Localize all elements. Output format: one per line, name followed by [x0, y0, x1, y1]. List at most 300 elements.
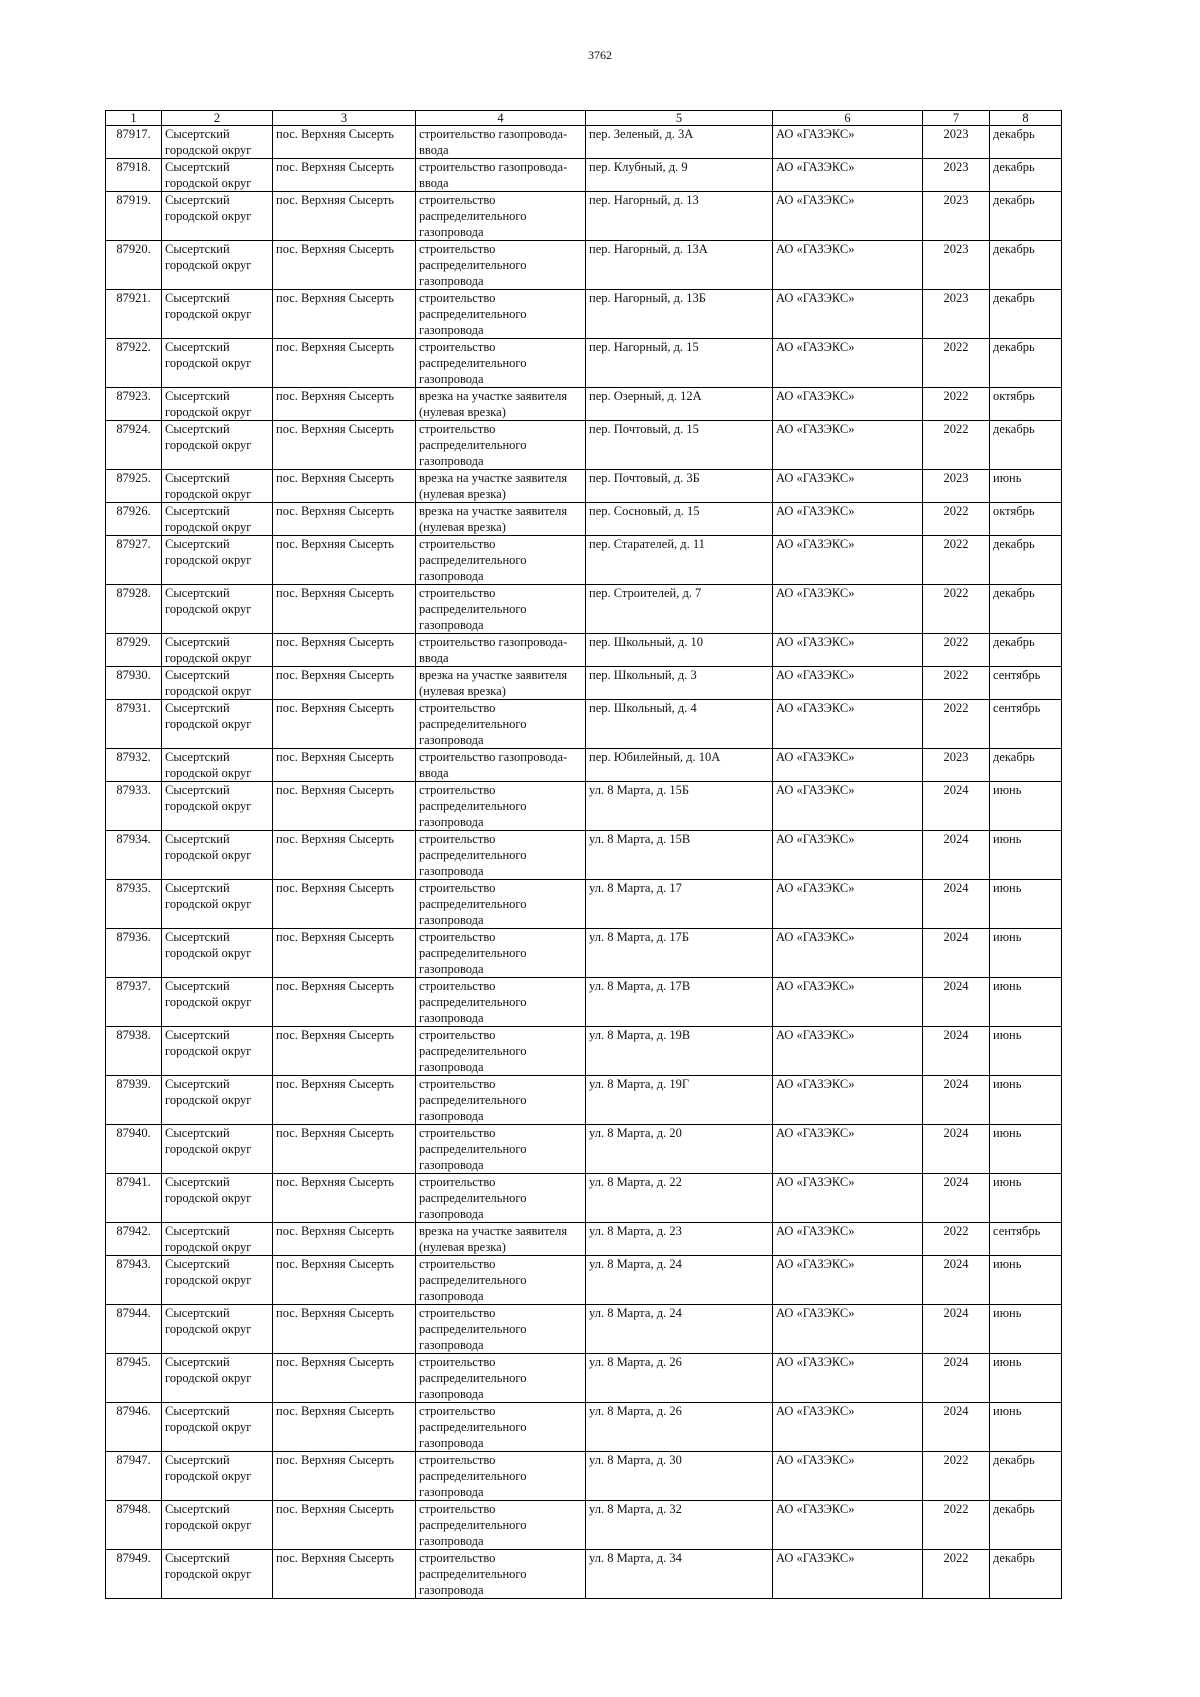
year-cell: 2022 [923, 339, 990, 388]
year-cell: 2024 [923, 782, 990, 831]
address-cell: пер. Школьный, д. 10 [586, 634, 773, 667]
settlement-cell: пос. Верхняя Сысерть [273, 1125, 416, 1174]
row-number: 87932. [106, 749, 162, 782]
month-cell: июнь [990, 470, 1062, 503]
work-type-cell: строительство распределительного газопровода [416, 1027, 586, 1076]
row-number: 87925. [106, 470, 162, 503]
year-cell: 2024 [923, 831, 990, 880]
address-cell: ул. 8 Марта, д. 19В [586, 1027, 773, 1076]
address-cell: пер. Школьный, д. 3 [586, 667, 773, 700]
settlement-cell: пос. Верхняя Сысерть [273, 1305, 416, 1354]
settlement-cell: пос. Верхняя Сысерть [273, 159, 416, 192]
year-cell: 2023 [923, 159, 990, 192]
address-cell: ул. 8 Марта, д. 23 [586, 1223, 773, 1256]
district-cell: Сысертский городской округ [162, 667, 273, 700]
settlement-cell: пос. Верхняя Сысерть [273, 503, 416, 536]
organization-cell: АО «ГАЗЭКС» [773, 585, 923, 634]
address-cell: ул. 8 Марта, д. 26 [586, 1403, 773, 1452]
year-cell: 2023 [923, 241, 990, 290]
year-cell: 2022 [923, 634, 990, 667]
year-cell: 2022 [923, 1223, 990, 1256]
settlement-cell: пос. Верхняя Сысерть [273, 1076, 416, 1125]
district-cell: Сысертский городской округ [162, 1174, 273, 1223]
year-cell: 2023 [923, 192, 990, 241]
settlement-cell: пос. Верхняя Сысерть [273, 290, 416, 339]
month-cell: декабрь [990, 290, 1062, 339]
settlement-cell: пос. Верхняя Сысерть [273, 241, 416, 290]
settlement-cell: пос. Верхняя Сысерть [273, 782, 416, 831]
row-number: 87922. [106, 339, 162, 388]
address-cell: пер. Сосновый, д. 15 [586, 503, 773, 536]
organization-cell: АО «ГАЗЭКС» [773, 1501, 923, 1550]
work-type-cell: строительство распределительного газопровода [416, 1076, 586, 1125]
month-cell: декабрь [990, 634, 1062, 667]
month-cell: июнь [990, 831, 1062, 880]
organization-cell: АО «ГАЗЭКС» [773, 1174, 923, 1223]
row-number: 87936. [106, 929, 162, 978]
district-cell: Сысертский городской округ [162, 470, 273, 503]
address-cell: пер. Нагорный, д. 13Б [586, 290, 773, 339]
column-header: 3 [273, 111, 416, 126]
organization-cell: АО «ГАЗЭКС» [773, 1256, 923, 1305]
table-row [106, 1027, 1062, 1076]
month-cell: октябрь [990, 388, 1062, 421]
organization-cell: АО «ГАЗЭКС» [773, 1452, 923, 1501]
organization-cell: АО «ГАЗЭКС» [773, 634, 923, 667]
row-number: 87924. [106, 421, 162, 470]
year-cell: 2024 [923, 929, 990, 978]
address-cell: пер. Нагорный, д. 15 [586, 339, 773, 388]
settlement-cell: пос. Верхняя Сысерть [273, 1256, 416, 1305]
district-cell: Сысертский городской округ [162, 700, 273, 749]
address-cell: ул. 8 Марта, д. 17В [586, 978, 773, 1027]
organization-cell: АО «ГАЗЭКС» [773, 1550, 923, 1599]
district-cell: Сысертский городской округ [162, 1305, 273, 1354]
work-type-cell: врезка на участке заявителя (нулевая врезка) [416, 470, 586, 503]
year-cell: 2024 [923, 1076, 990, 1125]
settlement-cell: пос. Верхняя Сысерть [273, 1027, 416, 1076]
organization-cell: АО «ГАЗЭКС» [773, 470, 923, 503]
address-cell: ул. 8 Марта, д. 19Г [586, 1076, 773, 1125]
address-cell: ул. 8 Марта, д. 17 [586, 880, 773, 929]
address-cell: ул. 8 Марта, д. 17Б [586, 929, 773, 978]
table-row [106, 126, 1062, 159]
address-cell: пер. Почтовый, д. 3Б [586, 470, 773, 503]
row-number: 87934. [106, 831, 162, 880]
page-number: 3762 [588, 48, 612, 62]
year-cell: 2024 [923, 880, 990, 929]
settlement-cell: пос. Верхняя Сысерть [273, 421, 416, 470]
district-cell: Сысертский городской округ [162, 1027, 273, 1076]
month-cell: июнь [990, 929, 1062, 978]
settlement-cell: пос. Верхняя Сысерть [273, 1174, 416, 1223]
organization-cell: АО «ГАЗЭКС» [773, 388, 923, 421]
district-cell: Сысертский городской округ [162, 749, 273, 782]
settlement-cell: пос. Верхняя Сысерть [273, 388, 416, 421]
address-cell: пер. Клубный, д. 9 [586, 159, 773, 192]
work-type-cell: строительство газопровода-ввода [416, 634, 586, 667]
district-cell: Сысертский городской округ [162, 1501, 273, 1550]
address-cell: ул. 8 Марта, д. 24 [586, 1256, 773, 1305]
organization-cell: АО «ГАЗЭКС» [773, 1125, 923, 1174]
address-cell: ул. 8 Марта, д. 30 [586, 1452, 773, 1501]
year-cell: 2022 [923, 1501, 990, 1550]
district-cell: Сысертский городской округ [162, 1256, 273, 1305]
year-cell: 2023 [923, 126, 990, 159]
table-row [106, 470, 1062, 503]
month-cell: июнь [990, 978, 1062, 1027]
settlement-cell: пос. Верхняя Сысерть [273, 585, 416, 634]
district-cell: Сысертский городской округ [162, 782, 273, 831]
settlement-cell: пос. Верхняя Сысерть [273, 1403, 416, 1452]
year-cell: 2022 [923, 667, 990, 700]
settlement-cell: пос. Верхняя Сысерть [273, 1501, 416, 1550]
year-cell: 2024 [923, 1403, 990, 1452]
year-cell: 2022 [923, 421, 990, 470]
work-type-cell: строительство распределительного газопровода [416, 1125, 586, 1174]
year-cell: 2024 [923, 1027, 990, 1076]
district-cell: Сысертский городской округ [162, 536, 273, 585]
table-row [106, 192, 1062, 241]
month-cell: июнь [990, 1354, 1062, 1403]
work-type-cell: строительство распределительного газопровода [416, 1452, 586, 1501]
row-number: 87927. [106, 536, 162, 585]
work-type-cell: строительство распределительного газопровода [416, 978, 586, 1027]
month-cell: декабрь [990, 749, 1062, 782]
row-number: 87929. [106, 634, 162, 667]
organization-cell: АО «ГАЗЭКС» [773, 667, 923, 700]
settlement-cell: пос. Верхняя Сысерть [273, 470, 416, 503]
address-cell: ул. 8 Марта, д. 20 [586, 1125, 773, 1174]
row-number: 87946. [106, 1403, 162, 1452]
row-number: 87937. [106, 978, 162, 1027]
table-row [106, 978, 1062, 1027]
year-cell: 2024 [923, 1354, 990, 1403]
district-cell: Сысертский городской округ [162, 290, 273, 339]
row-number: 87942. [106, 1223, 162, 1256]
work-type-cell: строительство распределительного газопровода [416, 1174, 586, 1223]
month-cell: июнь [990, 1125, 1062, 1174]
district-cell: Сысертский городской округ [162, 1223, 273, 1256]
address-cell: ул. 8 Марта, д. 26 [586, 1354, 773, 1403]
address-cell: пер. Строителей, д. 7 [586, 585, 773, 634]
address-cell: ул. 8 Марта, д. 34 [586, 1550, 773, 1599]
organization-cell: АО «ГАЗЭКС» [773, 1354, 923, 1403]
work-type-cell: врезка на участке заявителя (нулевая врезка) [416, 388, 586, 421]
work-type-cell: строительство распределительного газопровода [416, 929, 586, 978]
organization-cell: АО «ГАЗЭКС» [773, 1223, 923, 1256]
year-cell: 2022 [923, 1550, 990, 1599]
work-type-cell: врезка на участке заявителя (нулевая врезка) [416, 1223, 586, 1256]
organization-cell: АО «ГАЗЭКС» [773, 503, 923, 536]
work-type-cell: строительство распределительного газопровода [416, 339, 586, 388]
column-header: 5 [586, 111, 773, 126]
district-cell: Сысертский городской округ [162, 126, 273, 159]
organization-cell: АО «ГАЗЭКС» [773, 290, 923, 339]
address-cell: пер. Нагорный, д. 13А [586, 241, 773, 290]
settlement-cell: пос. Верхняя Сысерть [273, 700, 416, 749]
table-row [106, 1223, 1062, 1256]
table-row [106, 1256, 1062, 1305]
year-cell: 2022 [923, 700, 990, 749]
year-cell: 2022 [923, 536, 990, 585]
district-cell: Сысертский городской округ [162, 241, 273, 290]
row-number: 87920. [106, 241, 162, 290]
district-cell: Сысертский городской округ [162, 1403, 273, 1452]
month-cell: июнь [990, 1027, 1062, 1076]
district-cell: Сысертский городской округ [162, 585, 273, 634]
year-cell: 2023 [923, 749, 990, 782]
month-cell: декабрь [990, 126, 1062, 159]
table-row [106, 159, 1062, 192]
row-number: 87928. [106, 585, 162, 634]
table-row [106, 503, 1062, 536]
row-number: 87919. [106, 192, 162, 241]
organization-cell: АО «ГАЗЭКС» [773, 192, 923, 241]
table-row [106, 634, 1062, 667]
table-row [106, 1174, 1062, 1223]
month-cell: сентябрь [990, 700, 1062, 749]
district-cell: Сысертский городской округ [162, 1550, 273, 1599]
row-number: 87930. [106, 667, 162, 700]
table-row [106, 1354, 1062, 1403]
work-type-cell: строительство газопровода-ввода [416, 749, 586, 782]
table-row [106, 1403, 1062, 1452]
work-type-cell: строительство распределительного газопровода [416, 1403, 586, 1452]
month-cell: сентябрь [990, 1223, 1062, 1256]
organization-cell: АО «ГАЗЭКС» [773, 831, 923, 880]
row-number: 87945. [106, 1354, 162, 1403]
organization-cell: АО «ГАЗЭКС» [773, 159, 923, 192]
work-type-cell: строительство распределительного газопровода [416, 585, 586, 634]
month-cell: декабрь [990, 339, 1062, 388]
table-row [106, 290, 1062, 339]
address-cell: пер. Юбилейный, д. 10А [586, 749, 773, 782]
address-cell: пер. Озерный, д. 12А [586, 388, 773, 421]
year-cell: 2022 [923, 1452, 990, 1501]
district-cell: Сысертский городской округ [162, 880, 273, 929]
table-row [106, 241, 1062, 290]
month-cell: июнь [990, 1403, 1062, 1452]
table-row [106, 421, 1062, 470]
month-cell: июнь [990, 1256, 1062, 1305]
table-row [106, 1550, 1062, 1599]
settlement-cell: пос. Верхняя Сысерть [273, 1354, 416, 1403]
settlement-cell: пос. Верхняя Сысерть [273, 667, 416, 700]
row-number: 87935. [106, 880, 162, 929]
organization-cell: АО «ГАЗЭКС» [773, 880, 923, 929]
district-cell: Сысертский городской округ [162, 388, 273, 421]
month-cell: декабрь [990, 421, 1062, 470]
work-type-cell: строительство распределительного газопровода [416, 1550, 586, 1599]
district-cell: Сысертский городской округ [162, 929, 273, 978]
month-cell: июнь [990, 1076, 1062, 1125]
district-cell: Сысертский городской округ [162, 1354, 273, 1403]
work-type-cell: строительство распределительного газопровода [416, 700, 586, 749]
work-type-cell: строительство газопровода-ввода [416, 126, 586, 159]
work-type-cell: строительство распределительного газопровода [416, 880, 586, 929]
row-number: 87948. [106, 1501, 162, 1550]
year-cell: 2024 [923, 978, 990, 1027]
year-cell: 2022 [923, 388, 990, 421]
gas-network-table [105, 110, 1062, 1599]
month-cell: октябрь [990, 503, 1062, 536]
work-type-cell: строительство распределительного газопровода [416, 831, 586, 880]
settlement-cell: пос. Верхняя Сысерть [273, 536, 416, 585]
year-cell: 2024 [923, 1305, 990, 1354]
organization-cell: АО «ГАЗЭКС» [773, 1403, 923, 1452]
organization-cell: АО «ГАЗЭКС» [773, 421, 923, 470]
column-header: 1 [106, 111, 162, 126]
month-cell: июнь [990, 782, 1062, 831]
settlement-cell: пос. Верхняя Сысерть [273, 1223, 416, 1256]
settlement-cell: пос. Верхняя Сысерть [273, 1452, 416, 1501]
organization-cell: АО «ГАЗЭКС» [773, 1305, 923, 1354]
organization-cell: АО «ГАЗЭКС» [773, 1076, 923, 1125]
table-row [106, 782, 1062, 831]
organization-cell: АО «ГАЗЭКС» [773, 339, 923, 388]
table-row [106, 585, 1062, 634]
district-cell: Сысертский городской округ [162, 1076, 273, 1125]
month-cell: декабрь [990, 1501, 1062, 1550]
settlement-cell: пос. Верхняя Сысерть [273, 1550, 416, 1599]
work-type-cell: строительство распределительного газопровода [416, 1501, 586, 1550]
settlement-cell: пос. Верхняя Сысерть [273, 749, 416, 782]
settlement-cell: пос. Верхняя Сысерть [273, 929, 416, 978]
work-type-cell: строительство распределительного газопровода [416, 1256, 586, 1305]
row-number: 87921. [106, 290, 162, 339]
year-cell: 2024 [923, 1125, 990, 1174]
column-header: 2 [162, 111, 273, 126]
district-cell: Сысертский городской округ [162, 634, 273, 667]
address-cell: ул. 8 Марта, д. 15В [586, 831, 773, 880]
address-cell: ул. 8 Марта, д. 15Б [586, 782, 773, 831]
work-type-cell: строительство распределительного газопровода [416, 536, 586, 585]
column-number-row [106, 111, 1062, 126]
settlement-cell: пос. Верхняя Сысерть [273, 339, 416, 388]
address-cell: пер. Нагорный, д. 13 [586, 192, 773, 241]
table-row [106, 1076, 1062, 1125]
address-cell: ул. 8 Марта, д. 32 [586, 1501, 773, 1550]
district-cell: Сысертский городской округ [162, 831, 273, 880]
work-type-cell: строительство распределительного газопровода [416, 1354, 586, 1403]
month-cell: декабрь [990, 241, 1062, 290]
year-cell: 2024 [923, 1174, 990, 1223]
row-number: 87926. [106, 503, 162, 536]
settlement-cell: пос. Верхняя Сысерть [273, 126, 416, 159]
row-number: 87943. [106, 1256, 162, 1305]
district-cell: Сысертский городской округ [162, 503, 273, 536]
organization-cell: АО «ГАЗЭКС» [773, 782, 923, 831]
row-number: 87939. [106, 1076, 162, 1125]
work-type-cell: строительство газопровода-ввода [416, 159, 586, 192]
month-cell: декабрь [990, 536, 1062, 585]
table-row [106, 831, 1062, 880]
column-header: 8 [990, 111, 1062, 126]
year-cell: 2023 [923, 290, 990, 339]
work-type-cell: строительство распределительного газопровода [416, 421, 586, 470]
work-type-cell: строительство распределительного газопровода [416, 782, 586, 831]
row-number: 87923. [106, 388, 162, 421]
settlement-cell: пос. Верхняя Сысерть [273, 831, 416, 880]
table-row [106, 1125, 1062, 1174]
year-cell: 2022 [923, 503, 990, 536]
address-cell: пер. Школьный, д. 4 [586, 700, 773, 749]
row-number: 87944. [106, 1305, 162, 1354]
work-type-cell: строительство распределительного газопровода [416, 290, 586, 339]
organization-cell: АО «ГАЗЭКС» [773, 700, 923, 749]
district-cell: Сысертский городской округ [162, 421, 273, 470]
organization-cell: АО «ГАЗЭКС» [773, 929, 923, 978]
district-cell: Сысертский городской округ [162, 159, 273, 192]
address-cell: пер. Почтовый, д. 15 [586, 421, 773, 470]
year-cell: 2022 [923, 585, 990, 634]
row-number: 87940. [106, 1125, 162, 1174]
column-header: 6 [773, 111, 923, 126]
row-number: 87949. [106, 1550, 162, 1599]
row-number: 87933. [106, 782, 162, 831]
month-cell: декабрь [990, 1452, 1062, 1501]
row-number: 87938. [106, 1027, 162, 1076]
table-body [106, 126, 1062, 1599]
row-number: 87917. [106, 126, 162, 159]
month-cell: декабрь [990, 192, 1062, 241]
settlement-cell: пос. Верхняя Сысерть [273, 978, 416, 1027]
organization-cell: АО «ГАЗЭКС» [773, 1027, 923, 1076]
address-cell: ул. 8 Марта, д. 24 [586, 1305, 773, 1354]
row-number: 87931. [106, 700, 162, 749]
table-row [106, 667, 1062, 700]
organization-cell: АО «ГАЗЭКС» [773, 978, 923, 1027]
year-cell: 2024 [923, 1256, 990, 1305]
month-cell: июнь [990, 1174, 1062, 1223]
address-cell: ул. 8 Марта, д. 22 [586, 1174, 773, 1223]
district-cell: Сысертский городской округ [162, 192, 273, 241]
month-cell: декабрь [990, 1550, 1062, 1599]
row-number: 87947. [106, 1452, 162, 1501]
column-header: 7 [923, 111, 990, 126]
table-row [106, 1501, 1062, 1550]
row-number: 87918. [106, 159, 162, 192]
settlement-cell: пос. Верхняя Сысерть [273, 880, 416, 929]
district-cell: Сысертский городской округ [162, 1125, 273, 1174]
table-row [106, 388, 1062, 421]
organization-cell: АО «ГАЗЭКС» [773, 241, 923, 290]
district-cell: Сысертский городской округ [162, 339, 273, 388]
work-type-cell: строительство распределительного газопровода [416, 192, 586, 241]
work-type-cell: врезка на участке заявителя (нулевая врезка) [416, 667, 586, 700]
table-row [106, 1452, 1062, 1501]
month-cell: сентябрь [990, 667, 1062, 700]
table-row [106, 1305, 1062, 1354]
address-cell: пер. Старателей, д. 11 [586, 536, 773, 585]
district-cell: Сысертский городской округ [162, 978, 273, 1027]
district-cell: Сысертский городской округ [162, 1452, 273, 1501]
work-type-cell: врезка на участке заявителя (нулевая врезка) [416, 503, 586, 536]
row-number: 87941. [106, 1174, 162, 1223]
column-header: 4 [416, 111, 586, 126]
table-row [106, 536, 1062, 585]
organization-cell: АО «ГАЗЭКС» [773, 126, 923, 159]
table-row [106, 929, 1062, 978]
work-type-cell: строительство распределительного газопровода [416, 241, 586, 290]
table-row [106, 339, 1062, 388]
month-cell: июнь [990, 1305, 1062, 1354]
organization-cell: АО «ГАЗЭКС» [773, 536, 923, 585]
organization-cell: АО «ГАЗЭКС» [773, 749, 923, 782]
settlement-cell: пос. Верхняя Сысерть [273, 192, 416, 241]
table-row [106, 749, 1062, 782]
